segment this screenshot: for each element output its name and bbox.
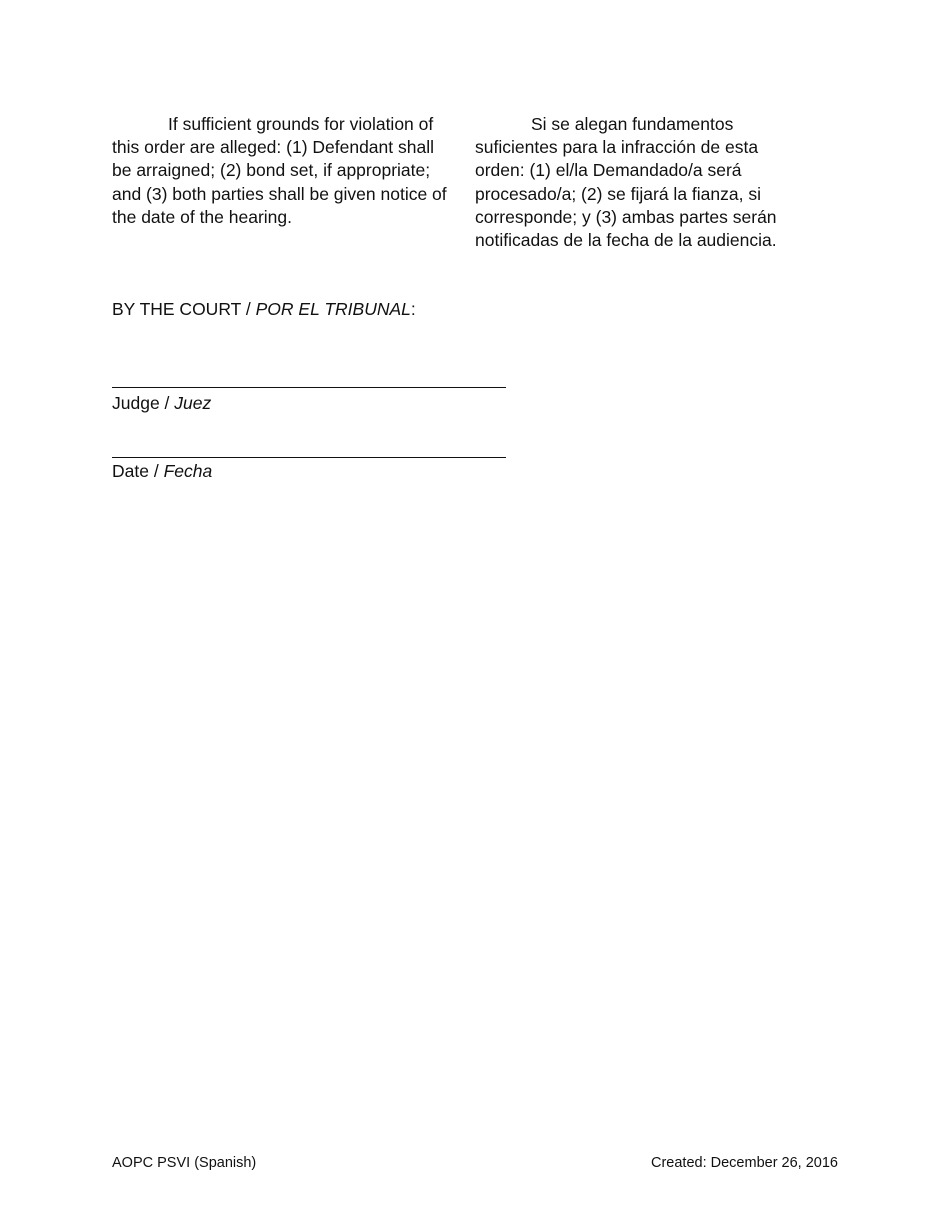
- spanish-column: [475, 113, 810, 252]
- court-heading-colon: :: [410, 299, 416, 319]
- date-label-english: Date /: [112, 461, 164, 481]
- footer-created-date: Created: December 26, 2016: [651, 1155, 838, 1171]
- english-paragraph: If sufficient grounds for violation of this order are alleged: (1) Defendant shall be arraigned; (2) bond set, if appropriate; and (3) both parties shall be given notice of the date of the hearing.: [112, 114, 447, 227]
- court-heading: [112, 298, 416, 321]
- date-signature-line: [112, 457, 506, 458]
- spanish-paragraph: Si se alegan fundamentos suficientes para la infracción de esta orden: (1) el/la Demandado/a será procesado/a; (2) se fijará la fianza, si corresponde; y (3) ambas partes serán notificadas de la fecha de la audiencia.: [475, 114, 777, 251]
- footer-form-id: AOPC PSVI (Spanish): [112, 1155, 257, 1171]
- date-label-spanish: Fecha: [163, 461, 213, 481]
- judge-label: [112, 392, 211, 415]
- court-heading-spanish: POR EL TRIBUNAL: [255, 299, 411, 319]
- court-heading-english: BY THE COURT /: [112, 299, 256, 319]
- english-column: [112, 113, 458, 229]
- date-label: [112, 460, 212, 483]
- judge-signature-line: [112, 387, 506, 388]
- judge-label-spanish: Juez: [174, 393, 212, 413]
- judge-label-english: Judge /: [112, 393, 175, 413]
